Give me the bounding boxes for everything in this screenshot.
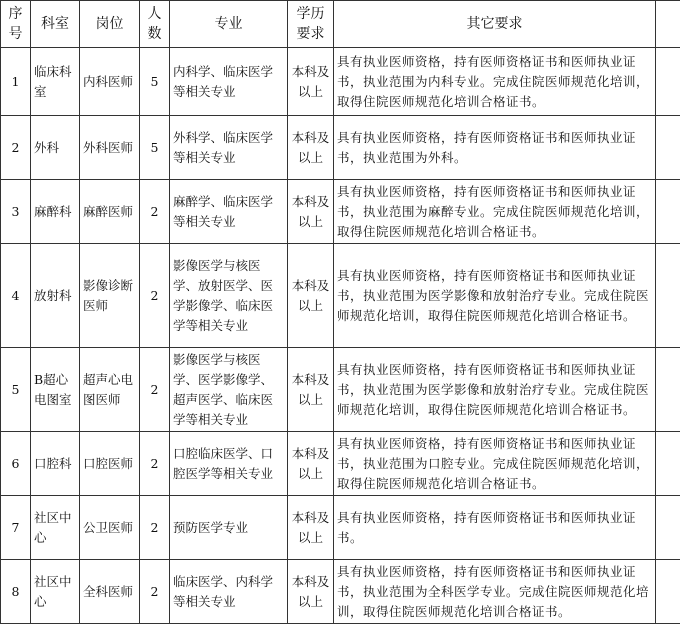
cell-extra: [656, 432, 680, 496]
table-row: [1, 48, 680, 116]
table-row: [1, 116, 680, 180]
cell-extra: [656, 348, 680, 432]
cell-other: 具有执业医师资格，持有医师资格证书和医师执业证书，执业范围为医学影像和放射治疗专业。完成住院医师规范化培训，取得住院医师规范化培训合格证书。: [334, 244, 656, 348]
cell-count: 5: [140, 116, 170, 180]
cell-dept: 麻醉科: [31, 180, 80, 244]
cell-post: 内科医师: [80, 48, 140, 116]
cell-edu: 本科及以上: [288, 560, 334, 624]
header-post: 岗位: [80, 1, 140, 48]
cell-no: 8: [1, 560, 31, 624]
table-row: [1, 560, 680, 624]
header-count: 人数: [140, 1, 170, 48]
cell-edu: 本科及以上: [288, 432, 334, 496]
cell-dept: B超心电图室: [31, 348, 80, 432]
cell-post: 影像诊断医师: [80, 244, 140, 348]
header-dept: 科室: [31, 1, 80, 48]
cell-edu: 本科及以上: [288, 180, 334, 244]
cell-no: 2: [1, 116, 31, 180]
cell-no: 7: [1, 496, 31, 560]
cell-count: 2: [140, 496, 170, 560]
cell-edu: 本科及以上: [288, 48, 334, 116]
cell-dept: 社区中心: [31, 496, 80, 560]
cell-post: 口腔医师: [80, 432, 140, 496]
cell-extra: [656, 116, 680, 180]
cell-no: 5: [1, 348, 31, 432]
cell-count: 2: [140, 244, 170, 348]
cell-post: 外科医师: [80, 116, 140, 180]
cell-edu: 本科及以上: [288, 116, 334, 180]
cell-dept: 临床科室: [31, 48, 80, 116]
table-row: [1, 244, 680, 348]
cell-count: 2: [140, 560, 170, 624]
cell-major: 口腔临床医学、口腔医学等相关专业: [170, 432, 288, 496]
table-row: [1, 180, 680, 244]
cell-edu: 本科及以上: [288, 496, 334, 560]
cell-no: 1: [1, 48, 31, 116]
cell-post: 麻醉医师: [80, 180, 140, 244]
cell-extra: [656, 244, 680, 348]
cell-major: 内科学、临床医学等相关专业: [170, 48, 288, 116]
header-major: 专业: [170, 1, 288, 48]
cell-edu: 本科及以上: [288, 244, 334, 348]
cell-extra: [656, 180, 680, 244]
cell-dept: 口腔科: [31, 432, 80, 496]
table-row: [1, 496, 680, 560]
cell-other: 具有执业医师资格，持有医师资格证书和医师执业证书，执业范围为内科专业。完成住院医师规范化培训，取得住院医师规范化培训合格证书。: [334, 48, 656, 116]
cell-dept: 外科: [31, 116, 80, 180]
cell-extra: [656, 48, 680, 116]
cell-other: 具有执业医师资格，持有医师资格证书和医师执业证书，执业范围为麻醉专业。完成住院医师规范化培训，取得住院医师规范化培训合格证书。: [334, 180, 656, 244]
table-row: [1, 348, 680, 432]
table-row: [1, 432, 680, 496]
header-edu: 学历要求: [288, 1, 334, 48]
cell-major: 临床医学、内科学等相关专业: [170, 560, 288, 624]
cell-major: 麻醉学、临床医学等相关专业: [170, 180, 288, 244]
cell-extra: [656, 560, 680, 624]
cell-other: 具有执业医师资格，持有医师资格证书和医师执业证书，执业范围为全科医学专业。完成住院医师规范化培训，取得住院医师规范化培训合格证书。: [334, 560, 656, 624]
cell-dept: 社区中心: [31, 560, 80, 624]
cell-post: 全科医师: [80, 560, 140, 624]
header-row: [1, 1, 680, 48]
cell-other: 具有执业医师资格，持有医师资格证书和医师执业证书，执业范围为口腔专业。完成住院医师规范化培训，取得住院医师规范化培训合格证书。: [334, 432, 656, 496]
header-no: 序号: [1, 1, 31, 48]
cell-extra: [656, 496, 680, 560]
cell-other: 具有执业医师资格，持有医师资格证书和医师执业证书，执业范围为医学影像和放射治疗专业。完成住院医师规范化培训，取得住院医师规范化培训合格证书。: [334, 348, 656, 432]
cell-no: 4: [1, 244, 31, 348]
cell-other: 具有执业医师资格，持有医师资格证书和医师执业证书。: [334, 496, 656, 560]
cell-no: 3: [1, 180, 31, 244]
cell-major: 影像医学与核医学、放射医学、医学影像学、临床医学等相关专业: [170, 244, 288, 348]
header-extra: [656, 1, 680, 48]
cell-post: 超声心电图医师: [80, 348, 140, 432]
cell-count: 2: [140, 348, 170, 432]
cell-no: 6: [1, 432, 31, 496]
cell-major: 预防医学专业: [170, 496, 288, 560]
cell-major: 外科学、临床医学等相关专业: [170, 116, 288, 180]
header-other: 其它要求: [334, 1, 656, 48]
cell-post: 公卫医师: [80, 496, 140, 560]
cell-other: 具有执业医师资格，持有医师资格证书和医师执业证书，执业范围为外科。: [334, 116, 656, 180]
cell-edu: 本科及以上: [288, 348, 334, 432]
cell-count: 5: [140, 48, 170, 116]
cell-count: 2: [140, 180, 170, 244]
cell-dept: 放射科: [31, 244, 80, 348]
cell-count: 2: [140, 432, 170, 496]
cell-major: 影像医学与核医学、医学影像学、超声医学、临床医学等相关专业: [170, 348, 288, 432]
